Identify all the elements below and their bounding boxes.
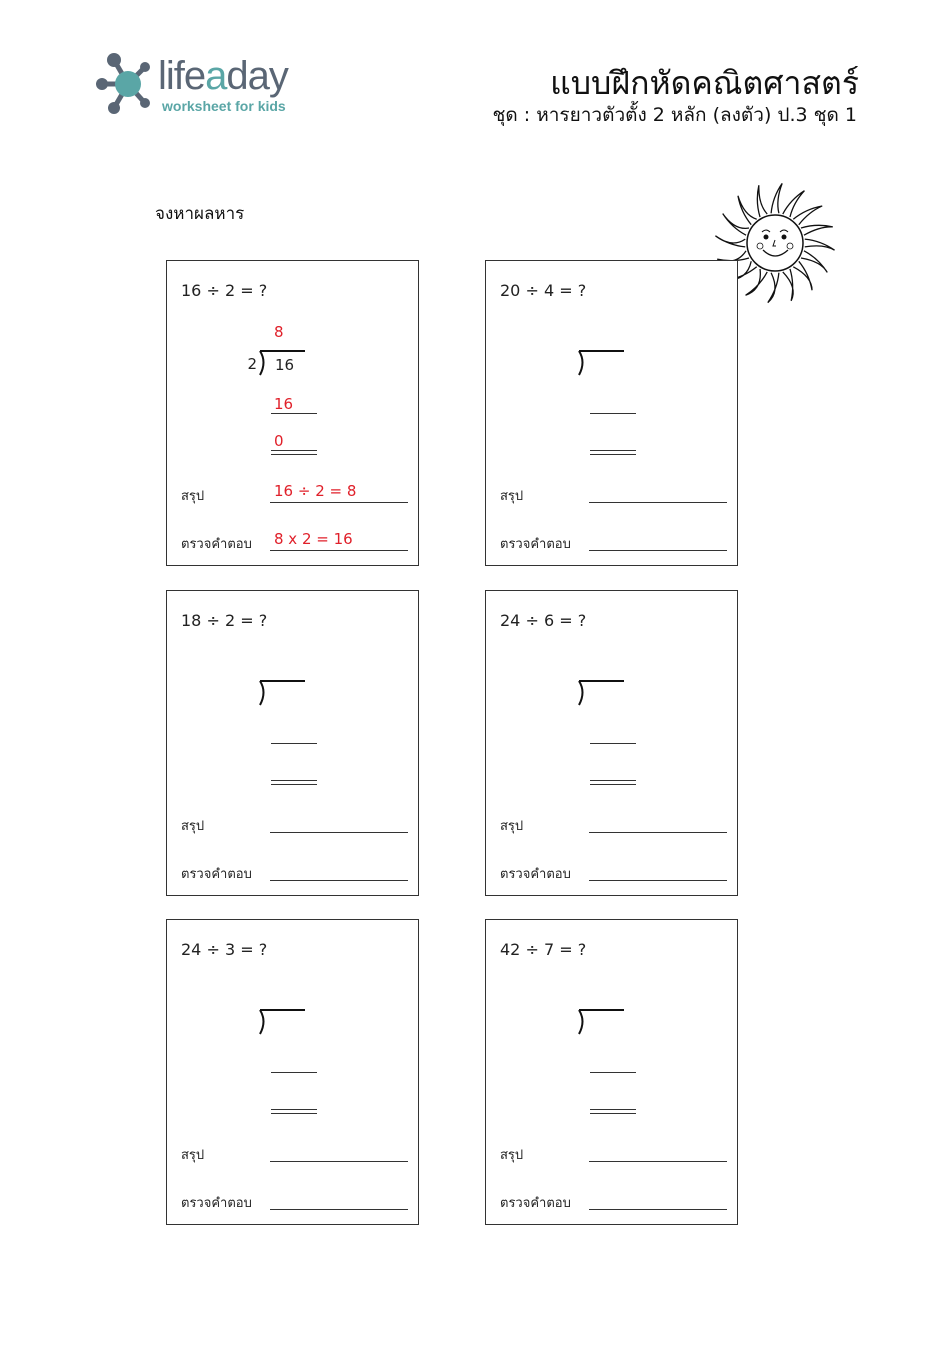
summary-label: สรุป	[500, 819, 524, 834]
remainder-line	[590, 780, 636, 781]
subtract-line	[271, 413, 317, 414]
remainder-line	[590, 784, 636, 785]
summary-answer-line	[270, 832, 408, 833]
long-division-bracket	[576, 677, 626, 707]
check-label: ตรวจคำตอบ	[500, 537, 571, 552]
problem-question: 18 ÷ 2 = ?	[181, 611, 268, 630]
check-label: ตรวจคำตอบ	[500, 1196, 571, 1211]
problem-card-3	[166, 590, 419, 896]
summary-answer-line	[270, 1161, 408, 1162]
check-answer-line	[589, 1209, 727, 1210]
subtract-line	[590, 743, 636, 744]
long-division-bracket	[257, 1006, 307, 1036]
subtract-line	[590, 1072, 636, 1073]
remainder-line	[590, 1113, 636, 1114]
sun-ray	[801, 225, 833, 235]
sun-ray	[793, 261, 812, 290]
subtract-value: 16	[274, 395, 294, 413]
long-division-bracket	[576, 347, 626, 377]
check-answer-line	[589, 550, 727, 551]
remainder-line	[590, 454, 636, 455]
check-label: ตรวจคำตอบ	[181, 537, 252, 552]
problem-question: 24 ÷ 3 = ?	[181, 940, 268, 959]
remainder-line	[590, 1109, 636, 1110]
summary-label: สรุป	[181, 819, 205, 834]
worksheet-title: แบบฝึกหัดคณิตศาสตร์	[550, 64, 859, 102]
lifeaday-logo	[96, 50, 336, 120]
remainder-line	[271, 450, 317, 451]
logo-wordmark: lifeaday	[158, 54, 288, 98]
check-answer-line	[270, 550, 408, 551]
summary-answer-line	[270, 502, 408, 503]
sun-ray	[793, 206, 822, 225]
summary-label: สรุป	[500, 1148, 524, 1163]
problem-question: 42 ÷ 7 = ?	[500, 940, 587, 959]
remainder-line	[271, 454, 317, 455]
problem-card-4	[485, 590, 738, 896]
summary-label: สรุป	[181, 489, 205, 504]
subtract-line	[271, 1072, 317, 1073]
summary-label: สรุป	[181, 1148, 205, 1163]
summary-answer-line	[589, 502, 727, 503]
sun-ray	[783, 269, 793, 301]
sun-ray	[757, 185, 767, 217]
problem-card-1	[166, 260, 419, 566]
remainder-line	[271, 784, 317, 785]
summary-label: สรุป	[500, 489, 524, 504]
remainder-line	[271, 780, 317, 781]
check-answer-line	[270, 1209, 408, 1210]
remainder-value: 0	[274, 432, 284, 450]
long-division-bracket	[576, 1006, 626, 1036]
remainder-line	[590, 450, 636, 451]
worksheet-subtitle: ชุด : หารยาวตัวตั้ง 2 หลัก (ลงตัว) ป.3 ชุด 1	[492, 104, 857, 126]
remainder-line	[271, 1109, 317, 1110]
check-label: ตรวจคำตอบ	[181, 1196, 252, 1211]
sun-ray	[738, 196, 757, 225]
check-label: ตรวจคำตอบ	[181, 867, 252, 882]
divisor: 2	[247, 355, 257, 373]
check-label: ตรวจคำตอบ	[500, 867, 571, 882]
problem-card-6	[485, 919, 738, 1225]
logo-tagline: worksheet for kids	[162, 98, 286, 114]
check-answer-line	[270, 880, 408, 881]
sun-ray	[715, 236, 745, 247]
instruction-text: จงหาผลหาร	[155, 204, 245, 224]
subtract-line	[271, 743, 317, 744]
problem-card-2	[485, 260, 738, 566]
summary-answer-line	[589, 832, 727, 833]
dividend: 16	[275, 356, 295, 374]
problem-question: 16 ÷ 2 = ?	[181, 281, 268, 300]
sun-ray	[805, 239, 835, 250]
problem-question: 20 ÷ 4 = ?	[500, 281, 587, 300]
problem-question: 24 ÷ 6 = ?	[500, 611, 587, 630]
molecule-logo-icon	[96, 50, 160, 116]
problem-card-5	[166, 919, 419, 1225]
check-answer: 8 x 2 = 16	[274, 530, 353, 548]
check-answer-line	[589, 880, 727, 881]
sun-ray	[768, 273, 779, 303]
sun-ray	[771, 183, 782, 213]
subtract-line	[590, 413, 636, 414]
summary-answer-line	[589, 1161, 727, 1162]
long-division-bracket	[257, 677, 307, 707]
remainder-line	[271, 1113, 317, 1114]
quotient-answer: 8	[274, 323, 284, 341]
summary-answer: 16 ÷ 2 = 8	[274, 482, 357, 500]
